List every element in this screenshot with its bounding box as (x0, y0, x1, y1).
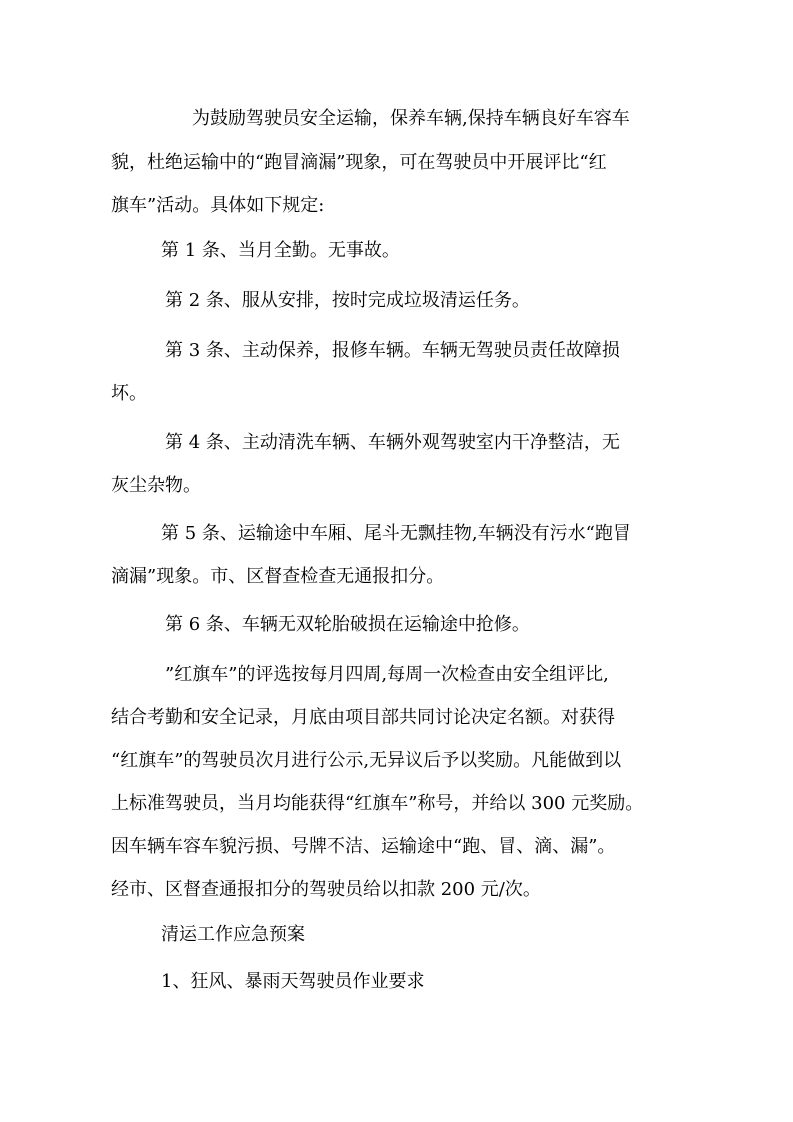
article-5-line-2: 滴漏”现象。市、区督查检查无通报扣分。 (111, 566, 445, 587)
article-6: 第 6 条、车辆无双轮胎破损在运输途中抢修。 (165, 614, 530, 635)
evaluation-line-5: 因车辆车容车貌污损、号牌不洁、运输途中“跑、冒、滴、漏”。 (111, 836, 616, 857)
evaluation-line-4: 上标准驾驶员，当月均能获得“红旗车”称号，并给以 300 元奖励。 (111, 793, 644, 814)
subsection-title: 1、狂风、暴雨天驾驶员作业要求 (161, 971, 425, 992)
evaluation-line-1: ”红旗车”的评选按每月四周,每周一次检查由安全组评比, (165, 664, 609, 685)
article-1: 第 1 条、当月全勤。无事故。 (161, 240, 400, 261)
evaluation-line-6: 经市、区督查通报扣分的驾驶员给以扣款 200 元/次。 (111, 879, 541, 900)
article-3-line-1: 第 3 条、主动保养，报修车辆。车辆无驾驶员责任故障损 (165, 340, 620, 361)
section-title: 清运工作应急预案 (161, 924, 305, 945)
article-4-line-1: 第 4 条、主动清洗车辆、车辆外观驾驶室内干净整洁，无 (165, 432, 620, 453)
evaluation-line-2: 结合考勤和安全记录，月底由项目部共同讨论决定名额。对获得 (111, 707, 615, 728)
article-2: 第 2 条、服从安排，按时完成垃圾清运任务。 (165, 290, 530, 311)
article-5-line-1: 第 5 条、运输途中车厢、尾斗无飘挂物,车辆没有污水“跑冒 (161, 523, 631, 544)
intro-line-1: 为鼓励驾驶员安全运输，保养车辆,保持车辆良好车容车 (192, 108, 630, 129)
article-4-line-2: 灰尘杂物。 (111, 475, 201, 496)
intro-line-3: 旗车”活动。具体如下规定: (111, 195, 325, 216)
evaluation-line-3: “红旗车”的驾驶员次月进行公示,无异议后予以奖励。凡能做到以 (111, 750, 622, 771)
article-3-line-2: 坏。 (111, 383, 147, 404)
intro-line-2: 貌，杜绝运输中的“跑冒滴漏”现象，可在驾驶员中开展评比“红 (111, 152, 607, 173)
